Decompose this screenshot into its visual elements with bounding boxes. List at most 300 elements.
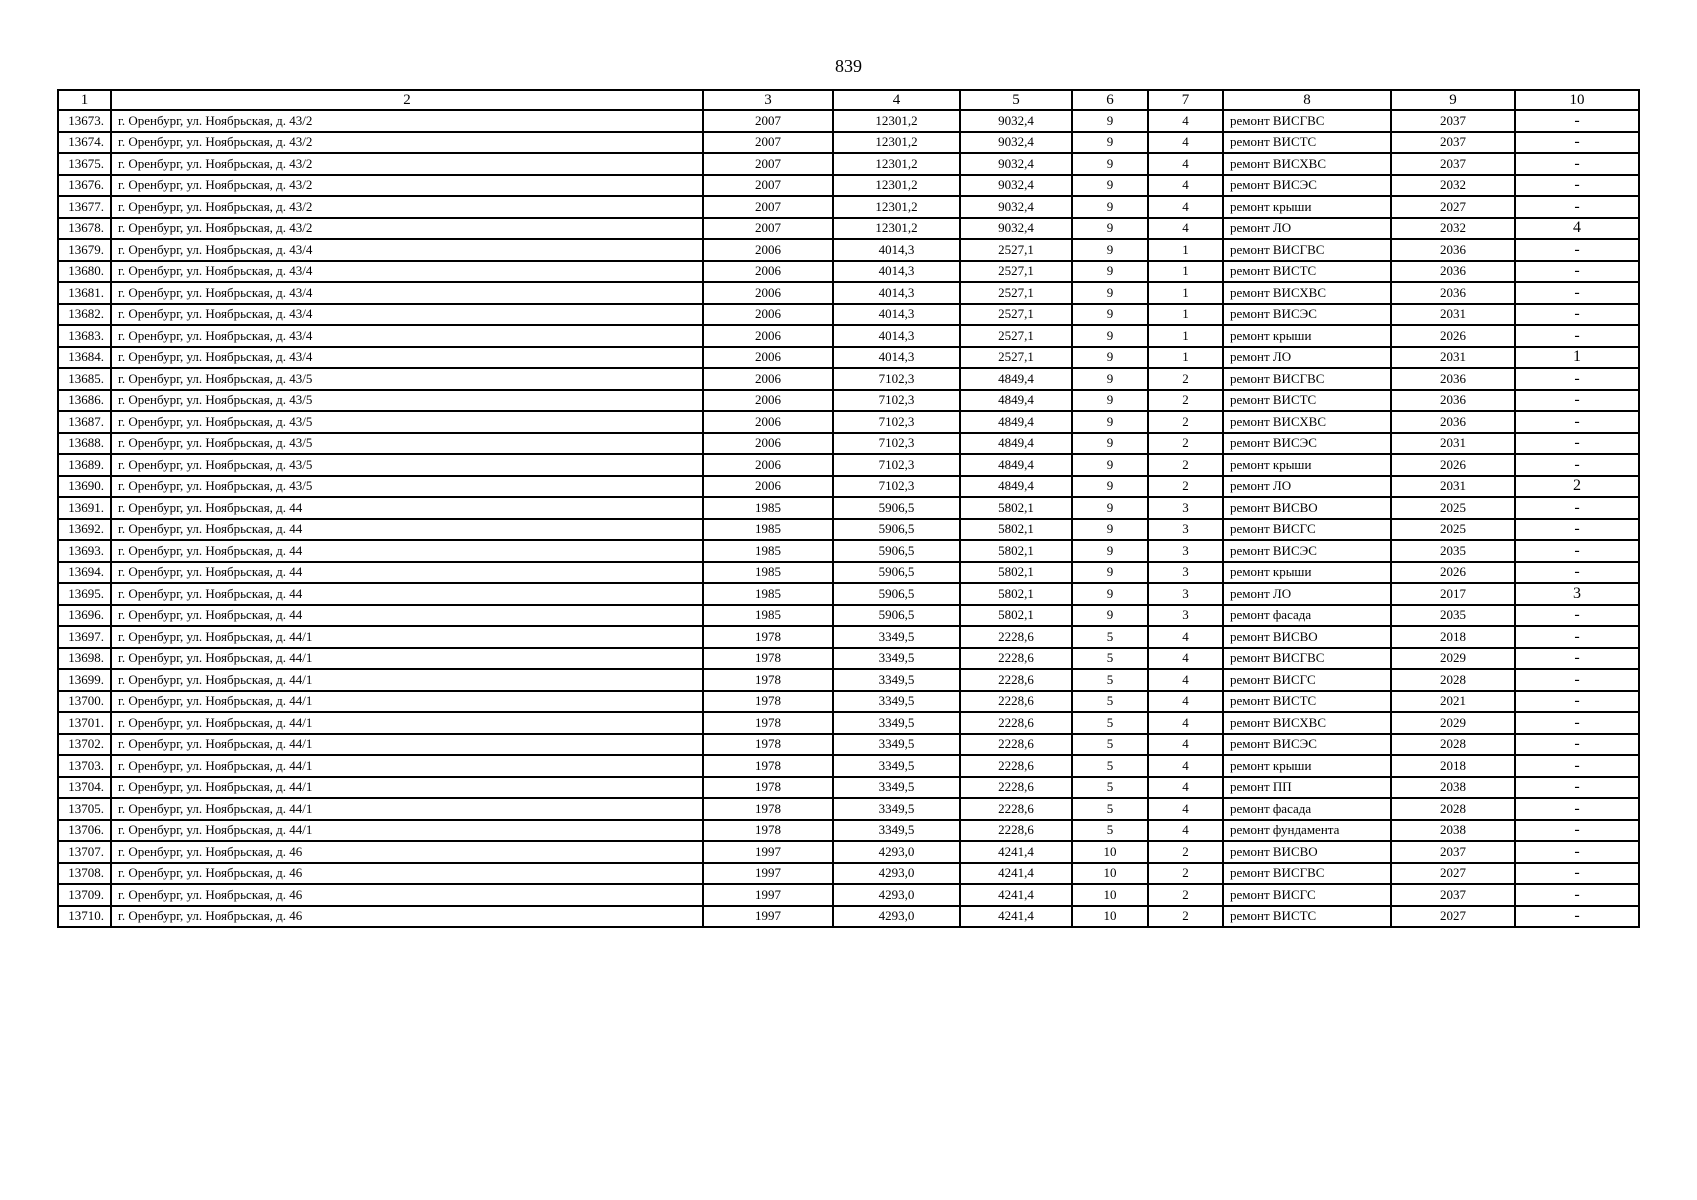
column-header: 6 <box>1072 90 1148 110</box>
planned-year-cell: 2037 <box>1391 110 1515 132</box>
planned-year-cell: 2029 <box>1391 648 1515 670</box>
floors-cell: 9 <box>1072 368 1148 390</box>
work-type-cell: ремонт ВИСХВС <box>1223 411 1391 433</box>
living-area-cell: 5802,1 <box>960 497 1072 519</box>
work-type-cell: ремонт ЛО <box>1223 218 1391 240</box>
living-area-cell: 9032,4 <box>960 132 1072 154</box>
elevators-cell: - <box>1515 648 1639 670</box>
row-number-cell: 13696. <box>58 605 111 627</box>
planned-year-cell: 2037 <box>1391 841 1515 863</box>
year-cell: 2006 <box>703 282 833 304</box>
work-type-cell: ремонт ВИСТС <box>1223 906 1391 928</box>
address-cell: г. Оренбург, ул. Ноябрьская, д. 44/1 <box>111 734 703 756</box>
entrances-cell: 4 <box>1148 691 1223 713</box>
floors-cell: 10 <box>1072 863 1148 885</box>
work-type-cell: ремонт ВИСГВС <box>1223 648 1391 670</box>
work-type-cell: ремонт ЛО <box>1223 476 1391 498</box>
work-type-cell: ремонт ВИСГС <box>1223 669 1391 691</box>
address-cell: г. Оренбург, ул. Ноябрьская, д. 43/2 <box>111 175 703 197</box>
planned-year-cell: 2025 <box>1391 497 1515 519</box>
total-area-cell: 12301,2 <box>833 196 960 218</box>
total-area-cell: 3349,5 <box>833 712 960 734</box>
planned-year-cell: 2037 <box>1391 153 1515 175</box>
elevators-cell: - <box>1515 390 1639 412</box>
table-row <box>58 261 1639 283</box>
living-area-cell: 4849,4 <box>960 476 1072 498</box>
elevators-cell: 3 <box>1515 583 1639 605</box>
entrances-cell: 3 <box>1148 562 1223 584</box>
floors-cell: 5 <box>1072 820 1148 842</box>
living-area-cell: 5802,1 <box>960 540 1072 562</box>
planned-year-cell: 2017 <box>1391 583 1515 605</box>
year-cell: 1978 <box>703 755 833 777</box>
elevators-cell: - <box>1515 261 1639 283</box>
planned-year-cell: 2035 <box>1391 605 1515 627</box>
year-cell: 1978 <box>703 712 833 734</box>
year-cell: 2007 <box>703 110 833 132</box>
address-cell: г. Оренбург, ул. Ноябрьская, д. 46 <box>111 841 703 863</box>
row-number-cell: 13678. <box>58 218 111 240</box>
year-cell: 1997 <box>703 884 833 906</box>
work-type-cell: ремонт ВИСТС <box>1223 390 1391 412</box>
elevators-cell: - <box>1515 196 1639 218</box>
entrances-cell: 4 <box>1148 175 1223 197</box>
table-row <box>58 454 1639 476</box>
address-cell: г. Оренбург, ул. Ноябрьская, д. 44 <box>111 540 703 562</box>
column-header: 10 <box>1515 90 1639 110</box>
elevators-cell: - <box>1515 175 1639 197</box>
elevators-cell: - <box>1515 562 1639 584</box>
row-number-cell: 13699. <box>58 669 111 691</box>
planned-year-cell: 2028 <box>1391 734 1515 756</box>
address-cell: г. Оренбург, ул. Ноябрьская, д. 46 <box>111 884 703 906</box>
row-number-cell: 13674. <box>58 132 111 154</box>
row-number-cell: 13682. <box>58 304 111 326</box>
address-cell: г. Оренбург, ул. Ноябрьская, д. 44/1 <box>111 691 703 713</box>
entrances-cell: 3 <box>1148 583 1223 605</box>
address-cell: г. Оренбург, ул. Ноябрьская, д. 43/5 <box>111 454 703 476</box>
row-number-cell: 13688. <box>58 433 111 455</box>
total-area-cell: 5906,5 <box>833 562 960 584</box>
floors-cell: 9 <box>1072 454 1148 476</box>
elevators-cell: - <box>1515 841 1639 863</box>
table-row <box>58 390 1639 412</box>
year-cell: 1985 <box>703 605 833 627</box>
elevators-cell: - <box>1515 304 1639 326</box>
page-number: 839 <box>835 56 862 76</box>
address-cell: г. Оренбург, ул. Ноябрьская, д. 43/2 <box>111 196 703 218</box>
total-area-cell: 4014,3 <box>833 261 960 283</box>
total-area-cell: 4293,0 <box>833 884 960 906</box>
table-row <box>58 368 1639 390</box>
total-area-cell: 3349,5 <box>833 798 960 820</box>
planned-year-cell: 2028 <box>1391 798 1515 820</box>
address-cell: г. Оренбург, ул. Ноябрьская, д. 43/2 <box>111 218 703 240</box>
address-cell: г. Оренбург, ул. Ноябрьская, д. 44/1 <box>111 669 703 691</box>
total-area-cell: 7102,3 <box>833 454 960 476</box>
living-area-cell: 9032,4 <box>960 110 1072 132</box>
column-header: 5 <box>960 90 1072 110</box>
entrances-cell: 3 <box>1148 605 1223 627</box>
entrances-cell: 2 <box>1148 390 1223 412</box>
planned-year-cell: 2021 <box>1391 691 1515 713</box>
floors-cell: 9 <box>1072 110 1148 132</box>
living-area-cell: 2527,1 <box>960 347 1072 369</box>
row-number-cell: 13692. <box>58 519 111 541</box>
living-area-cell: 2527,1 <box>960 325 1072 347</box>
total-area-cell: 4293,0 <box>833 863 960 885</box>
year-cell: 2006 <box>703 304 833 326</box>
living-area-cell: 5802,1 <box>960 605 1072 627</box>
entrances-cell: 1 <box>1148 325 1223 347</box>
elevators-cell: - <box>1515 519 1639 541</box>
total-area-cell: 7102,3 <box>833 411 960 433</box>
table-row <box>58 218 1639 240</box>
entrances-cell: 3 <box>1148 519 1223 541</box>
year-cell: 2006 <box>703 476 833 498</box>
planned-year-cell: 2037 <box>1391 884 1515 906</box>
table-row <box>58 583 1639 605</box>
total-area-cell: 3349,5 <box>833 691 960 713</box>
elevators-cell: - <box>1515 540 1639 562</box>
row-number-cell: 13702. <box>58 734 111 756</box>
year-cell: 2006 <box>703 368 833 390</box>
address-cell: г. Оренбург, ул. Ноябрьская, д. 44/1 <box>111 777 703 799</box>
column-header: 2 <box>111 90 703 110</box>
work-type-cell: ремонт ВИСЭС <box>1223 304 1391 326</box>
address-cell: г. Оренбург, ул. Ноябрьская, д. 43/5 <box>111 433 703 455</box>
elevators-cell: - <box>1515 691 1639 713</box>
year-cell: 2007 <box>703 218 833 240</box>
table-row <box>58 132 1639 154</box>
living-area-cell: 2228,6 <box>960 669 1072 691</box>
elevators-cell: - <box>1515 497 1639 519</box>
table-row <box>58 325 1639 347</box>
entrances-cell: 1 <box>1148 261 1223 283</box>
total-area-cell: 4293,0 <box>833 906 960 928</box>
floors-cell: 9 <box>1072 282 1148 304</box>
total-area-cell: 3349,5 <box>833 820 960 842</box>
table-row <box>58 734 1639 756</box>
work-type-cell: ремонт ВИСЭС <box>1223 433 1391 455</box>
row-number-cell: 13698. <box>58 648 111 670</box>
row-number-cell: 13700. <box>58 691 111 713</box>
total-area-cell: 5906,5 <box>833 583 960 605</box>
living-area-cell: 9032,4 <box>960 196 1072 218</box>
row-number-cell: 13675. <box>58 153 111 175</box>
register-table <box>57 89 1640 928</box>
entrances-cell: 1 <box>1148 347 1223 369</box>
floors-cell: 9 <box>1072 153 1148 175</box>
planned-year-cell: 2031 <box>1391 304 1515 326</box>
entrances-cell: 4 <box>1148 798 1223 820</box>
living-area-cell: 2228,6 <box>960 648 1072 670</box>
floors-cell: 9 <box>1072 175 1148 197</box>
row-number-cell: 13684. <box>58 347 111 369</box>
total-area-cell: 7102,3 <box>833 368 960 390</box>
planned-year-cell: 2038 <box>1391 820 1515 842</box>
work-type-cell: ремонт ВИСХВС <box>1223 282 1391 304</box>
row-number-cell: 13680. <box>58 261 111 283</box>
living-area-cell: 5802,1 <box>960 519 1072 541</box>
table-row <box>58 196 1639 218</box>
floors-cell: 9 <box>1072 304 1148 326</box>
table-row <box>58 540 1639 562</box>
entrances-cell: 4 <box>1148 755 1223 777</box>
table-row <box>58 304 1639 326</box>
work-type-cell: ремонт фасада <box>1223 605 1391 627</box>
floors-cell: 9 <box>1072 325 1148 347</box>
table-row <box>58 798 1639 820</box>
total-area-cell: 12301,2 <box>833 110 960 132</box>
address-cell: г. Оренбург, ул. Ноябрьская, д. 43/4 <box>111 325 703 347</box>
planned-year-cell: 2032 <box>1391 218 1515 240</box>
elevators-cell: - <box>1515 433 1639 455</box>
year-cell: 2006 <box>703 347 833 369</box>
work-type-cell: ремонт ВИСВО <box>1223 841 1391 863</box>
planned-year-cell: 2027 <box>1391 863 1515 885</box>
column-header: 8 <box>1223 90 1391 110</box>
year-cell: 2007 <box>703 196 833 218</box>
entrances-cell: 2 <box>1148 368 1223 390</box>
elevators-cell: - <box>1515 454 1639 476</box>
address-cell: г. Оренбург, ул. Ноябрьская, д. 43/4 <box>111 347 703 369</box>
living-area-cell: 2527,1 <box>960 239 1072 261</box>
table-row <box>58 519 1639 541</box>
floors-cell: 5 <box>1072 777 1148 799</box>
work-type-cell: ремонт ВИСГВС <box>1223 863 1391 885</box>
entrances-cell: 4 <box>1148 626 1223 648</box>
row-number-cell: 13693. <box>58 540 111 562</box>
address-cell: г. Оренбург, ул. Ноябрьская, д. 44 <box>111 497 703 519</box>
floors-cell: 5 <box>1072 626 1148 648</box>
row-number-cell: 13707. <box>58 841 111 863</box>
living-area-cell: 2228,6 <box>960 626 1072 648</box>
entrances-cell: 1 <box>1148 282 1223 304</box>
planned-year-cell: 2036 <box>1391 368 1515 390</box>
table-row <box>58 626 1639 648</box>
year-cell: 1985 <box>703 540 833 562</box>
row-number-cell: 13695. <box>58 583 111 605</box>
planned-year-cell: 2018 <box>1391 626 1515 648</box>
living-area-cell: 2228,6 <box>960 734 1072 756</box>
floors-cell: 9 <box>1072 239 1148 261</box>
elevators-cell: - <box>1515 411 1639 433</box>
elevators-cell: 1 <box>1515 347 1639 369</box>
elevators-cell: - <box>1515 626 1639 648</box>
address-cell: г. Оренбург, ул. Ноябрьская, д. 44/1 <box>111 755 703 777</box>
living-area-cell: 9032,4 <box>960 153 1072 175</box>
row-number-cell: 13679. <box>58 239 111 261</box>
table-row <box>58 863 1639 885</box>
floors-cell: 9 <box>1072 540 1148 562</box>
address-cell: г. Оренбург, ул. Ноябрьская, д. 43/5 <box>111 411 703 433</box>
living-area-cell: 2228,6 <box>960 798 1072 820</box>
floors-cell: 5 <box>1072 734 1148 756</box>
row-number-cell: 13710. <box>58 906 111 928</box>
living-area-cell: 4849,4 <box>960 368 1072 390</box>
floors-cell: 9 <box>1072 519 1148 541</box>
address-cell: г. Оренбург, ул. Ноябрьская, д. 43/4 <box>111 261 703 283</box>
address-cell: г. Оренбург, ул. Ноябрьская, д. 43/4 <box>111 304 703 326</box>
work-type-cell: ремонт ВИСТС <box>1223 132 1391 154</box>
living-area-cell: 9032,4 <box>960 175 1072 197</box>
floors-cell: 9 <box>1072 433 1148 455</box>
living-area-cell: 2527,1 <box>960 261 1072 283</box>
table-row <box>58 347 1639 369</box>
header-row <box>58 90 1639 110</box>
table-row <box>58 110 1639 132</box>
table-row <box>58 841 1639 863</box>
entrances-cell: 3 <box>1148 497 1223 519</box>
work-type-cell: ремонт крыши <box>1223 454 1391 476</box>
entrances-cell: 1 <box>1148 239 1223 261</box>
living-area-cell: 2527,1 <box>960 304 1072 326</box>
planned-year-cell: 2036 <box>1391 390 1515 412</box>
year-cell: 1978 <box>703 820 833 842</box>
floors-cell: 5 <box>1072 648 1148 670</box>
row-number-cell: 13686. <box>58 390 111 412</box>
row-number-cell: 13683. <box>58 325 111 347</box>
elevators-cell: - <box>1515 669 1639 691</box>
row-number-cell: 13705. <box>58 798 111 820</box>
table-row <box>58 411 1639 433</box>
year-cell: 1997 <box>703 863 833 885</box>
table-row <box>58 175 1639 197</box>
planned-year-cell: 2035 <box>1391 540 1515 562</box>
address-cell: г. Оренбург, ул. Ноябрьская, д. 43/5 <box>111 476 703 498</box>
row-number-cell: 13685. <box>58 368 111 390</box>
living-area-cell: 2228,6 <box>960 712 1072 734</box>
living-area-cell: 4849,4 <box>960 454 1072 476</box>
year-cell: 1985 <box>703 583 833 605</box>
address-cell: г. Оренбург, ул. Ноябрьская, д. 43/2 <box>111 153 703 175</box>
elevators-cell: - <box>1515 282 1639 304</box>
work-type-cell: ремонт ВИСГС <box>1223 884 1391 906</box>
work-type-cell: ремонт ВИСГС <box>1223 519 1391 541</box>
planned-year-cell: 2029 <box>1391 712 1515 734</box>
entrances-cell: 2 <box>1148 906 1223 928</box>
total-area-cell: 3349,5 <box>833 777 960 799</box>
elevators-cell: - <box>1515 906 1639 928</box>
row-number-cell: 13690. <box>58 476 111 498</box>
living-area-cell: 4849,4 <box>960 390 1072 412</box>
address-cell: г. Оренбург, ул. Ноябрьская, д. 44/1 <box>111 712 703 734</box>
work-type-cell: ремонт крыши <box>1223 562 1391 584</box>
entrances-cell: 4 <box>1148 777 1223 799</box>
year-cell: 2006 <box>703 239 833 261</box>
living-area-cell: 9032,4 <box>960 218 1072 240</box>
elevators-cell: - <box>1515 239 1639 261</box>
row-number-cell: 13677. <box>58 196 111 218</box>
living-area-cell: 2228,6 <box>960 777 1072 799</box>
year-cell: 1978 <box>703 648 833 670</box>
planned-year-cell: 2028 <box>1391 669 1515 691</box>
elevators-cell: - <box>1515 325 1639 347</box>
year-cell: 2007 <box>703 153 833 175</box>
table-row <box>58 153 1639 175</box>
planned-year-cell: 2036 <box>1391 411 1515 433</box>
address-cell: г. Оренбург, ул. Ноябрьская, д. 44/1 <box>111 648 703 670</box>
floors-cell: 9 <box>1072 605 1148 627</box>
work-type-cell: ремонт ЛО <box>1223 583 1391 605</box>
elevators-cell: 4 <box>1515 218 1639 240</box>
floors-cell: 5 <box>1072 669 1148 691</box>
entrances-cell: 4 <box>1148 820 1223 842</box>
elevators-cell: - <box>1515 712 1639 734</box>
address-cell: г. Оренбург, ул. Ноябрьская, д. 43/4 <box>111 282 703 304</box>
row-number-cell: 13673. <box>58 110 111 132</box>
year-cell: 1997 <box>703 906 833 928</box>
work-type-cell: ремонт крыши <box>1223 196 1391 218</box>
entrances-cell: 4 <box>1148 648 1223 670</box>
work-type-cell: ремонт ВИСЭС <box>1223 734 1391 756</box>
year-cell: 2006 <box>703 454 833 476</box>
floors-cell: 5 <box>1072 798 1148 820</box>
address-cell: г. Оренбург, ул. Ноябрьская, д. 43/5 <box>111 368 703 390</box>
planned-year-cell: 2018 <box>1391 755 1515 777</box>
table-row <box>58 777 1639 799</box>
entrances-cell: 4 <box>1148 218 1223 240</box>
entrances-cell: 2 <box>1148 863 1223 885</box>
floors-cell: 9 <box>1072 476 1148 498</box>
row-number-cell: 13706. <box>58 820 111 842</box>
address-cell: г. Оренбург, ул. Ноябрьская, д. 44 <box>111 605 703 627</box>
planned-year-cell: 2027 <box>1391 906 1515 928</box>
floors-cell: 5 <box>1072 755 1148 777</box>
row-number-cell: 13708. <box>58 863 111 885</box>
total-area-cell: 12301,2 <box>833 153 960 175</box>
work-type-cell: ремонт крыши <box>1223 325 1391 347</box>
living-area-cell: 2527,1 <box>960 282 1072 304</box>
elevators-cell: - <box>1515 798 1639 820</box>
planned-year-cell: 2025 <box>1391 519 1515 541</box>
elevators-cell: - <box>1515 605 1639 627</box>
elevators-cell: - <box>1515 820 1639 842</box>
planned-year-cell: 2031 <box>1391 476 1515 498</box>
year-cell: 2007 <box>703 132 833 154</box>
entrances-cell: 2 <box>1148 884 1223 906</box>
work-type-cell: ремонт ВИСГВС <box>1223 368 1391 390</box>
row-number-cell: 13709. <box>58 884 111 906</box>
living-area-cell: 4241,4 <box>960 841 1072 863</box>
floors-cell: 10 <box>1072 906 1148 928</box>
year-cell: 2006 <box>703 411 833 433</box>
work-type-cell: ремонт крыши <box>1223 755 1391 777</box>
total-area-cell: 12301,2 <box>833 175 960 197</box>
entrances-cell: 1 <box>1148 304 1223 326</box>
planned-year-cell: 2038 <box>1391 777 1515 799</box>
total-area-cell: 3349,5 <box>833 669 960 691</box>
work-type-cell: ремонт ВИСВО <box>1223 626 1391 648</box>
address-cell: г. Оренбург, ул. Ноябрьская, д. 43/4 <box>111 239 703 261</box>
row-number-cell: 13701. <box>58 712 111 734</box>
column-header: 9 <box>1391 90 1515 110</box>
address-cell: г. Оренбург, ул. Ноябрьская, д. 44/1 <box>111 798 703 820</box>
work-type-cell: ремонт фасада <box>1223 798 1391 820</box>
total-area-cell: 3349,5 <box>833 734 960 756</box>
floors-cell: 9 <box>1072 411 1148 433</box>
elevators-cell: - <box>1515 755 1639 777</box>
floors-cell: 5 <box>1072 712 1148 734</box>
table-row <box>58 712 1639 734</box>
row-number-cell: 13703. <box>58 755 111 777</box>
total-area-cell: 4014,3 <box>833 325 960 347</box>
planned-year-cell: 2026 <box>1391 562 1515 584</box>
row-number-cell: 13676. <box>58 175 111 197</box>
floors-cell: 9 <box>1072 261 1148 283</box>
work-type-cell: ремонт ЛО <box>1223 347 1391 369</box>
